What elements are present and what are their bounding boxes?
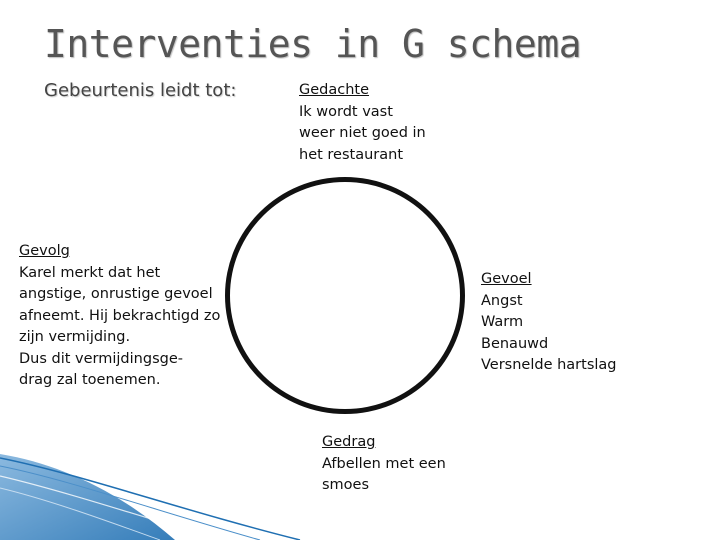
node-gedrag xyxy=(322,432,446,497)
node-gevolg-line: drag zal toenemen. xyxy=(19,372,161,388)
node-gevolg-label: Gevolg xyxy=(19,243,70,259)
node-gedrag-line: Afbellen met een xyxy=(322,455,446,472)
node-gedachte-line: Ik wordt vast xyxy=(299,103,393,120)
slide-title: Interventies in G schema xyxy=(44,22,582,66)
node-gevoel-line: Versnelde hartslag xyxy=(481,357,617,373)
node-gedachte xyxy=(299,80,426,166)
node-gevoel-line: Warm xyxy=(481,314,524,330)
node-gevoel-line: Benauwd xyxy=(481,335,549,352)
node-gedachte-line: weer niet goed in xyxy=(299,125,426,141)
node-gevoel-label: Gevoel xyxy=(481,271,532,287)
node-gevoel-line: Angst xyxy=(481,292,523,309)
slide-subtitle: Gebeurtenis leidt tot: xyxy=(44,80,237,101)
node-gevolg xyxy=(19,241,220,392)
corner-swoosh-decoration xyxy=(0,440,320,540)
node-gevolg-line: zijn vermijding. xyxy=(19,329,131,345)
node-gedachte-line: het restaurant xyxy=(299,146,404,163)
node-gevolg-line: Karel merkt dat het xyxy=(19,264,161,281)
node-gevolg-line: angstige, onrustige gevoel xyxy=(19,286,213,302)
cycle-circle xyxy=(225,177,465,414)
node-gedrag-label: Gedrag xyxy=(322,434,376,450)
node-gedrag-line: smoes xyxy=(322,477,370,493)
node-gevoel xyxy=(481,269,617,377)
node-gevolg-line: afneemt. Hij bekrachtigd zo xyxy=(19,307,221,324)
node-gedachte-label: Gedachte xyxy=(299,82,370,98)
node-gevolg-line: Dus dit vermijdingsge- xyxy=(19,350,183,367)
